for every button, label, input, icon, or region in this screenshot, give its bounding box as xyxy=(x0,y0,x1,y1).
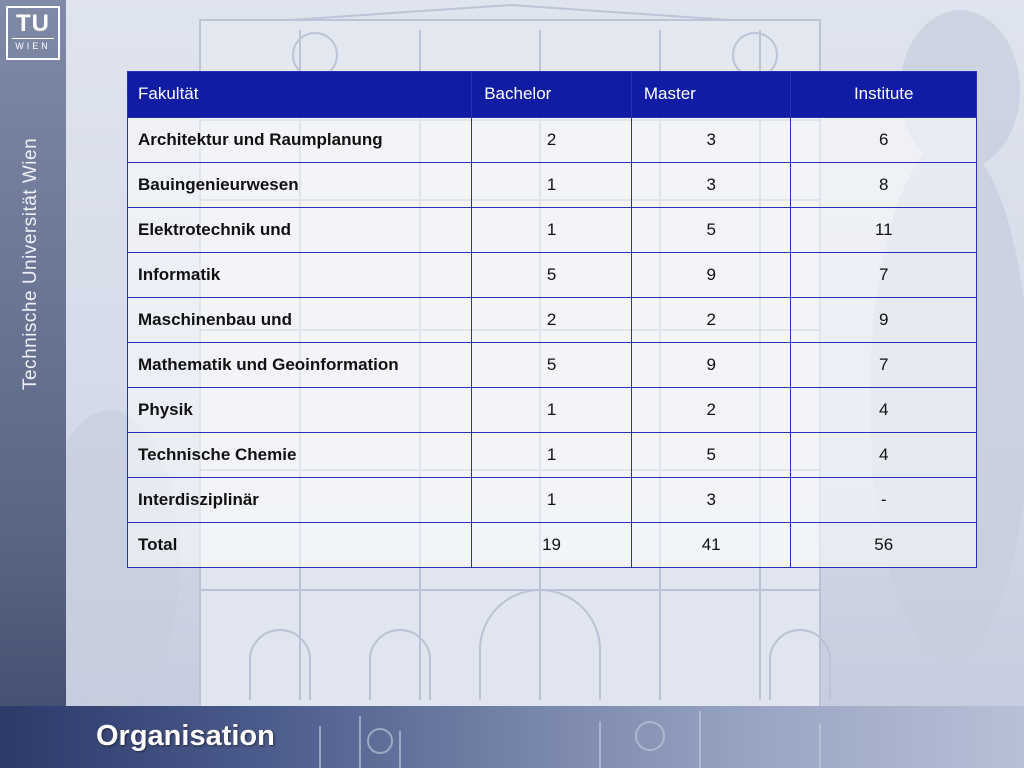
row-institute: - xyxy=(791,478,977,523)
row-faculty-name: Physik xyxy=(128,388,472,433)
row-faculty-name: Elektrotechnik und xyxy=(128,208,472,253)
row-faculty-name: Mathematik und Geoinformation xyxy=(128,343,472,388)
row-master: 3 xyxy=(631,163,791,208)
row-faculty-name: Bauingenieurwesen xyxy=(128,163,472,208)
table-header-row xyxy=(128,72,977,118)
table-row xyxy=(128,163,977,208)
row-institute: 4 xyxy=(791,388,977,433)
table-row xyxy=(128,253,977,298)
header-fakultaet: Fakultät xyxy=(128,72,472,118)
logo-wien-text: WIEN xyxy=(12,38,54,53)
slide-title: Organisation xyxy=(96,720,275,752)
row-bachelor: 1 xyxy=(472,208,632,253)
tu-wien-logo xyxy=(6,6,60,60)
row-bachelor: 2 xyxy=(472,118,632,163)
table-row xyxy=(128,343,977,388)
row-bachelor: 1 xyxy=(472,478,632,523)
row-institute: 6 xyxy=(791,118,977,163)
row-master: 5 xyxy=(631,433,791,478)
table-total-row xyxy=(128,523,977,568)
row-faculty-name: Architektur und Raumplanung xyxy=(128,118,472,163)
row-master-total: 41 xyxy=(631,523,791,568)
row-master: 2 xyxy=(631,388,791,433)
left-sidebar-strip xyxy=(0,0,66,768)
table-row xyxy=(128,388,977,433)
faculty-table xyxy=(127,71,977,568)
row-institute: 4 xyxy=(791,433,977,478)
row-faculty-name: Informatik xyxy=(128,253,472,298)
row-master: 9 xyxy=(631,253,791,298)
row-total-label: Total xyxy=(128,523,472,568)
row-institute: 7 xyxy=(791,343,977,388)
header-institute: Institute xyxy=(791,72,977,118)
header-master: Master xyxy=(631,72,791,118)
row-bachelor: 2 xyxy=(472,298,632,343)
row-institute: 11 xyxy=(791,208,977,253)
row-master: 5 xyxy=(631,208,791,253)
row-institute-total: 56 xyxy=(791,523,977,568)
row-master: 3 xyxy=(631,478,791,523)
header-bachelor: Bachelor xyxy=(472,72,632,118)
table-row xyxy=(128,208,977,253)
university-name-vertical: Technische Universität Wien xyxy=(20,137,41,390)
table-row xyxy=(128,298,977,343)
row-master: 3 xyxy=(631,118,791,163)
row-faculty-name: Technische Chemie xyxy=(128,433,472,478)
row-master: 9 xyxy=(631,343,791,388)
row-bachelor-total: 19 xyxy=(472,523,632,568)
row-master: 2 xyxy=(631,298,791,343)
table-row xyxy=(128,118,977,163)
row-institute: 8 xyxy=(791,163,977,208)
table-row xyxy=(128,478,977,523)
row-faculty-name: Interdisziplinär xyxy=(128,478,472,523)
row-institute: 9 xyxy=(791,298,977,343)
row-institute: 7 xyxy=(791,253,977,298)
row-faculty-name: Maschinenbau und xyxy=(128,298,472,343)
table-row xyxy=(128,433,977,478)
row-bachelor: 1 xyxy=(472,163,632,208)
logo-tu-text: TU xyxy=(16,10,50,37)
row-bachelor: 1 xyxy=(472,433,632,478)
row-bachelor: 5 xyxy=(472,253,632,298)
row-bachelor: 5 xyxy=(472,343,632,388)
row-bachelor: 1 xyxy=(472,388,632,433)
